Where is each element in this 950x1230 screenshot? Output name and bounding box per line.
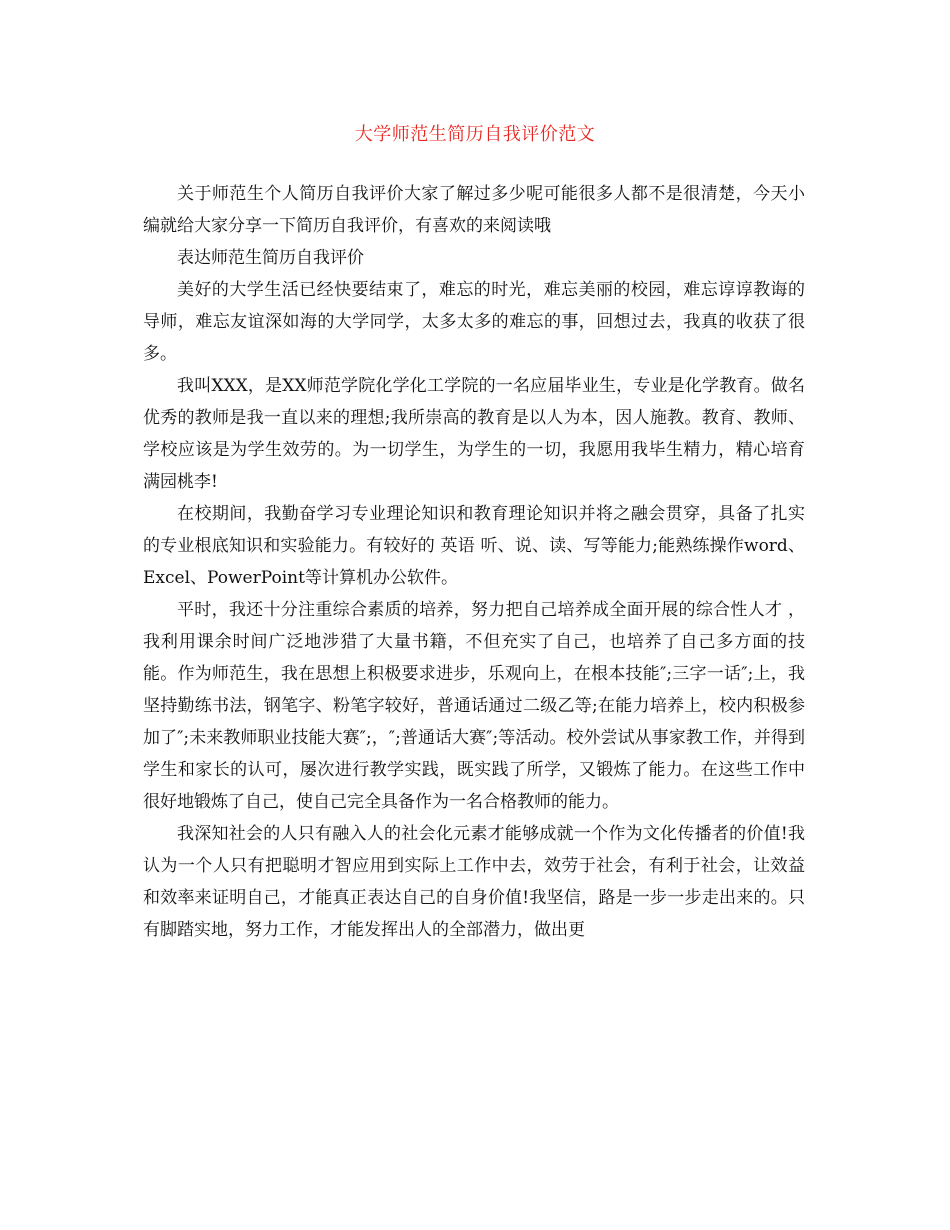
paragraph-comprehensive-quality: 平时，我还十分注重综合素质的培养，努力把自己培养成全面开展的综合性人才 ，我利用课余时间广泛地涉猎了大量书籍，不但充实了自己，也培养了自己多方面的技能。作为师范生，我在思想上积极要求进步，乐观向上，在根本技能″;三字一话″;上，我坚持勤练书法，钢笔字、粉笔字较好，普通话通过二级乙等;在能力培养上，校内积极参加了″;未来教师职业技能大赛″;，″;普通话大赛″;等活动。校外尝试从事家教工作，并得到学生和家长的认可，屡次进行教学实践，既实践了所学，又锻炼了能力。在这些工作中很好地锻炼了自己，使自己完全具备作为一名合格教师的能力。 <box>143 600 805 812</box>
paragraph-study-skills: 在校期间，我勤奋学习专业理论知识和教育理论知识并将之融会贯穿，具备了扎实的专业根底知识和实验能力。有较好的 英语 听、说、读、写等能力;能熟练操作word、Excel、PowerPoint等计算机办公软件。 <box>143 504 805 588</box>
paragraph-intro: 关于师范生个人简历自我评价大家了解过多少呢可能很多人都不是很清楚，今天小编就给大家分享一下简历自我评价，有喜欢的来阅读哦 <box>143 184 805 236</box>
document-title: 大学师范生简历自我评价范文 <box>354 124 596 145</box>
paragraph-self-introduction: 我叫XXX，是XX师范学院化学化工学院的一名应届毕业生，专业是化学教育。做名优秀的教师是我一直以来的理想;我所崇高的教育是以人为本，因人施教。教育、教师、学校应该是为学生效劳的。为一切学生，为学生的一切，我愿用我毕生精力，精心培育满园桃李! <box>143 376 805 492</box>
paragraph-subheading: 表达师范生简历自我评价 <box>177 248 364 268</box>
paragraph-social-value: 我深知社会的人只有融入人的社会化元素才能够成就一个作为文化传播者的价值!我认为一个人只有把聪明才智应用到实际上工作中去，效劳于社会，有利于社会，让效益和效率来证明自己，才能真正表达自己的自身价值!我坚信，路是一步一步走出来的。只有脚踏实地，努力工作，才能发挥出人的全部潜力，做出更 <box>143 824 805 940</box>
document-body <box>143 178 805 946</box>
paragraph-university-life: 美好的大学生活已经快要结束了，难忘的时光，难忘美丽的校园，难忘谆谆教诲的导师，难忘友谊深如海的大学同学，太多太多的难忘的事，回想过去，我真的收获了很多。 <box>143 280 805 364</box>
